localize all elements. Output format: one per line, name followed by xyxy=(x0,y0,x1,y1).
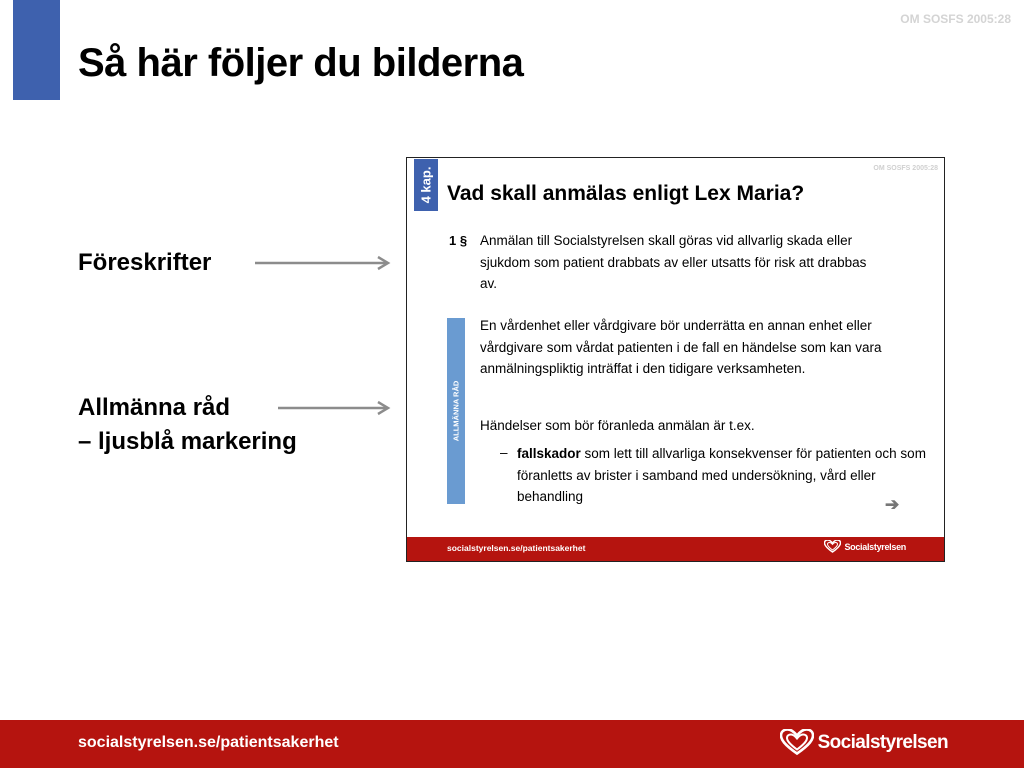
document-reference: OM SOSFS 2005:28 xyxy=(900,12,1011,26)
chapter-label: 4 kap. xyxy=(418,166,434,204)
label-general-advice xyxy=(78,391,297,459)
label-general-advice-line2: – ljusblå markering xyxy=(78,428,297,455)
footer-bar xyxy=(0,720,1024,768)
bullet-item xyxy=(517,443,927,508)
preview-title: Vad skall anmälas enligt Lex Maria? xyxy=(447,182,805,205)
bullet-bold-term: fallskador xyxy=(517,446,581,461)
advice-marker-label: ALLMÄNNA RÅD xyxy=(451,380,461,442)
accent-bar xyxy=(13,0,60,100)
arrow-right-icon xyxy=(277,400,394,416)
slide-preview xyxy=(406,157,945,562)
arrow-right-icon xyxy=(254,255,394,271)
bullet-dash: – xyxy=(500,445,508,460)
label-general-advice-line1: Allmänna råd xyxy=(78,394,231,421)
advice-text: En vårdenhet eller vårdgivare bör underrätta en annan enhet eller vårdgivare som vårdat patienten i de fall en händelse som kan vara anmälningspliktig inträffat i den tidigare verksamheten. xyxy=(480,318,882,376)
preview-footer-url: socialstyrelsen.se/patientsakerhet xyxy=(447,543,586,553)
footer-logo-text: Socialstyrelsen xyxy=(817,731,948,753)
preview-logo xyxy=(824,540,906,553)
events-intro: Händelser som bör föranleda anmälan är t.ex. xyxy=(480,418,755,433)
chapter-tab xyxy=(414,159,438,211)
preview-logo-text: Socialstyrelsen xyxy=(844,541,906,552)
logo-hearts-icon xyxy=(780,729,814,756)
next-arrow-icon: ➔ xyxy=(885,495,900,514)
logo-hearts-icon xyxy=(824,540,841,553)
page-title: Så här följer du bilderna xyxy=(78,41,524,85)
section-mark: 1 § xyxy=(449,233,468,248)
bullet-text: som lett till allvarliga konsekvenser för patienten och som föranletts av brister i samband med undersökning, vård eller behandling xyxy=(517,446,926,504)
socialstyrelsen-logo xyxy=(780,729,948,756)
preview-document-reference: OM SOSFS 2005:28 xyxy=(873,165,938,172)
footer-url: socialstyrelsen.se/patientsakerhet xyxy=(78,734,339,751)
label-regulations: Föreskrifter xyxy=(78,249,212,276)
preview-footer xyxy=(407,537,944,561)
advice-marker xyxy=(447,318,465,504)
regulation-text: Anmälan till Socialstyrelsen skall göras vid allvarlig skada eller sjukdom som patient drabbats av eller utsatts för risk att drabbas av. xyxy=(480,233,867,291)
